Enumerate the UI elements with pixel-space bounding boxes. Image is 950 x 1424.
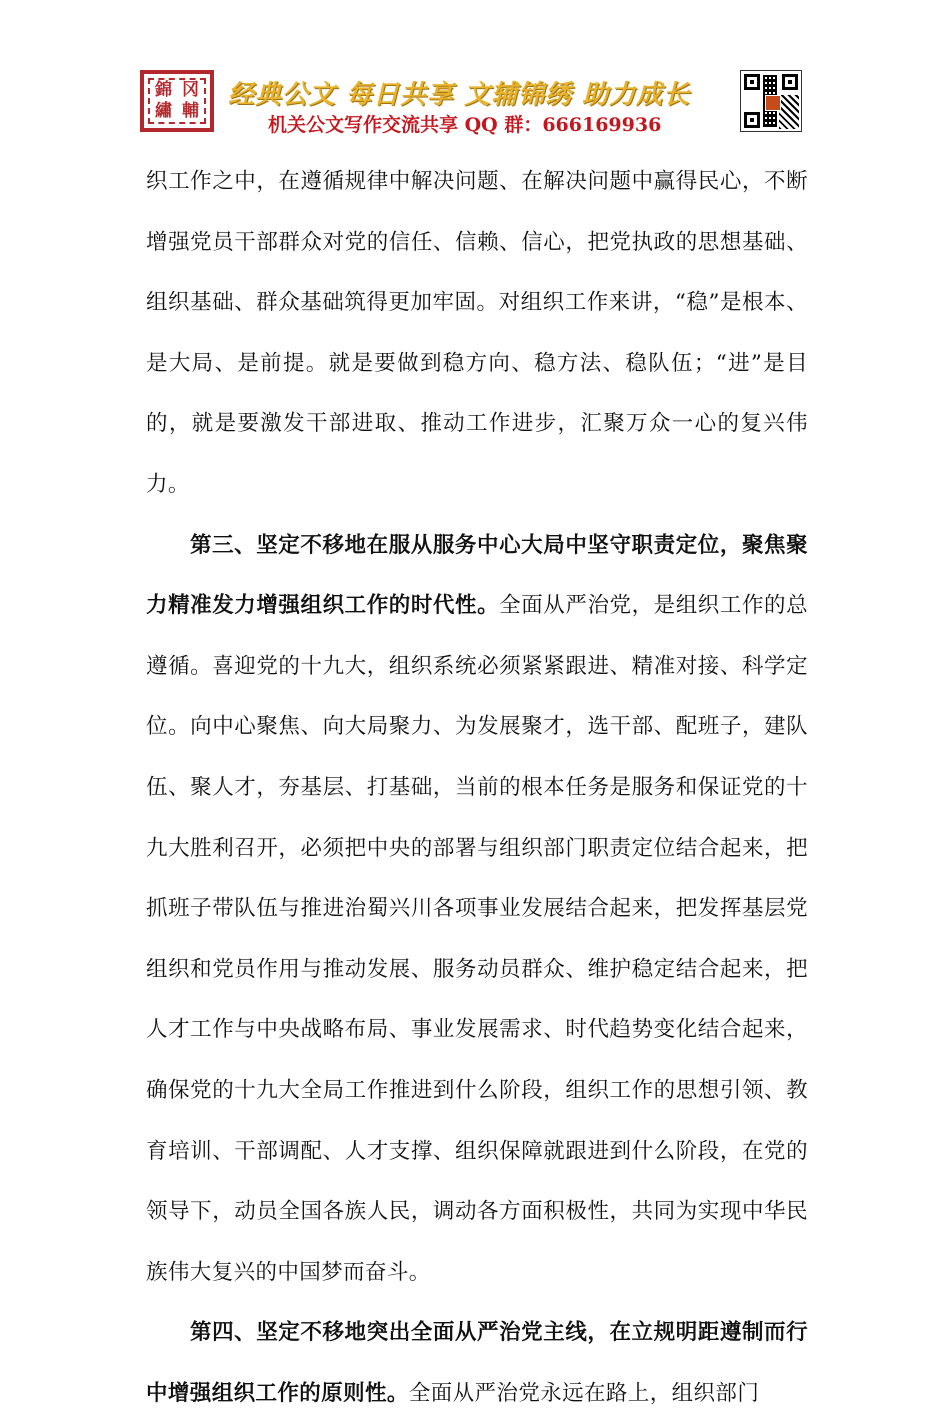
header-subline: 机关公文写作交流共享 QQ 群：666169936 [268,114,662,136]
document-header [0,0,950,150]
qr-finder [744,112,760,128]
paragraph-text: 全面从严治党，是组织工作的总遵循。喜迎党的十九大，组织系统必须紧紧跟进、精准对接、科学定位。向中心聚焦、向大局聚力、为发展聚才，选干部、配班子，建队伍、聚人才，夯基层、打基础，当前的根本任务是服务和保证党的十九大胜利召开，必须把中央的部署与组织部门职责定位结合起来，把抓班子带队伍与推进治蜀兴川各项事业发展结合起来，把发挥基层党组织和党员作用与推动发展、服务动员群众、维护稳定结合起来，把人才工作与中央战略布局、事业发展需求、时代趋势变化结合起来，确保党的十九大全局工作推进到什么阶段，组织工作的思想引领、教育培训、干部调配、人才支撑、组织保障就跟进到什么阶段，在党的领导下，动员全国各族人民，调动各方面积极性，共同为实现中华民族伟大复兴的中国梦而奋斗。 [146,593,808,1285]
seal-border [148,78,206,124]
seal-char: 輔 [182,101,199,121]
seal-char: 冈 [182,80,199,100]
seal-logo [140,70,214,132]
document-body [146,152,808,1424]
paragraph-heading: 第四、坚定不移地突出全面从严治党主线，在立规明距遵制而行中增强组织工作的原则性。 [146,1320,808,1406]
qr-center-logo [765,95,781,111]
qr-code-icon [740,70,802,132]
paragraph [146,1303,808,1424]
paragraph-text: 全面从严治党永远在路上，组织部门 [408,1380,760,1406]
paragraph-heading: 第三、坚定不移地在服从服务中心大局中坚守职责定位，聚焦聚力精准发力增强组织工作的时代性。 [146,532,808,619]
seal-char: 錦 [155,80,172,100]
qr-modules [779,95,799,129]
paragraph [146,516,808,1304]
paragraph-text: 织工作之中，在遵循规律中解决问题、在解决问题中赢得民心，不断增强党员干部群众对党的信任、信赖、信心，把党执政的思想基础、组织基础、群众基础筑得更加牢固。对组织工作来讲，“稳”是根本、是大局、是前提。就是要做到稳方向、稳方法、稳队伍；“进”是目的，就是要激发干部进取、推动工作进步，汇聚万众一心的复兴伟力。 [146,169,808,497]
qr-finder [744,74,760,90]
qr-finder [782,74,798,90]
header-slogan: 经典公文 每日共享 文辅锦绣 助力成长 [228,80,691,110]
seal-char: 繡 [155,101,172,121]
paragraph [146,152,808,516]
